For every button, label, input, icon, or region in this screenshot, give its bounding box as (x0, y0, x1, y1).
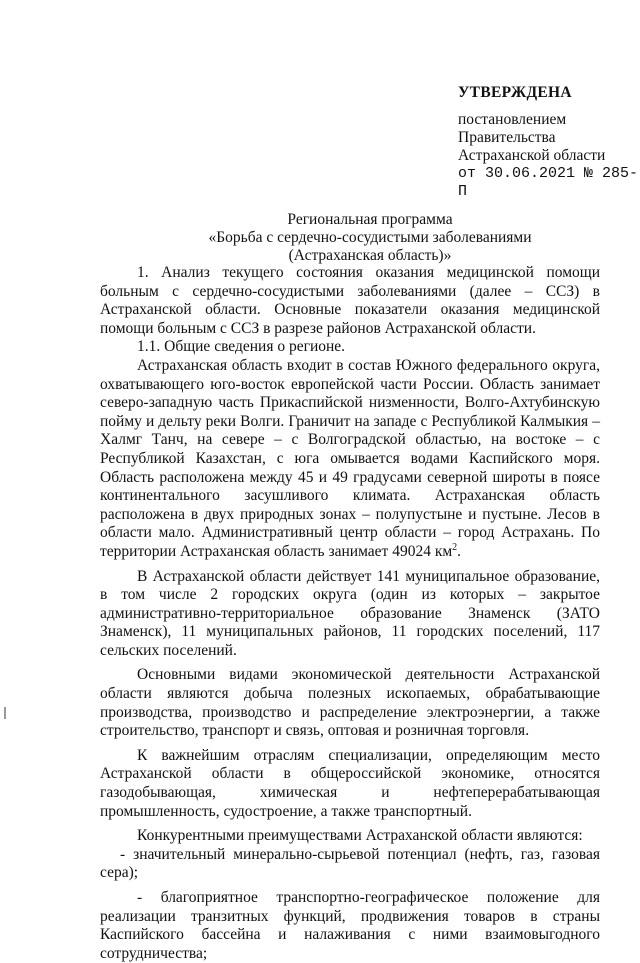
paragraph-specialization: К важнейшим отраслям специализации, определяющим место Астраханской области в общероссийской экономике, относятся газодобывающая, химическая и нефтеперерабатывающая промышленность, судостроение, а также транспортный. (100, 746, 600, 820)
list-item-minerals: - значительный минерально-сырьевой потенциал (нефть, газ, газовая сера); (100, 845, 600, 882)
region-description-text: Астраханская область входит в состав Южного федерального округа, охватывающего юго-восток европейской части России. Область занимает северо-западную часть Прикаспийской низменности, Волго-Ахтубинскую пойму и дельту реки Волги. Граничит на западе с Республикой Калмыкия – Халмг Танч, на севере – с Волгоградской областью, на востоке – с Республикой Казахстан, с юга омывается водами Каспийского моря. Область расположена между 45 и 49 градусами северной широты в поясе континентального засушливого климата. Астраханская область расположена в двух природных зонах – полупустыне и пустыне. Лесов в области мало. Административный центр области – город Астрахань. По территории Астраханская область занимает 49024 км (100, 356, 600, 560)
region-description-end: . (457, 542, 462, 560)
approval-line-1: постановлением (458, 111, 567, 128)
paragraph-advantages-intro: Конкурентными преимуществами Астраханской области являются: (137, 827, 583, 845)
paragraph-municipalities: В Астраханской области действует 141 муниципальное образование, в том числе 2 городских округа (один из которых – закрытое административно-территориальное образование Знаменск (ЗАТО Знаменск), 11 муниципальных районов, 11 городских поселений, 117 сельских поселений. (100, 567, 600, 659)
approval-heading: УТВЕРЖДЕНА (458, 84, 572, 101)
margin-scan-mark (4, 707, 6, 719)
area-unit-superscript: 2 (452, 541, 458, 553)
title-line-3: (Астраханская область)» (288, 247, 452, 264)
approval-block (458, 84, 640, 201)
approval-line-2: Правительства (458, 129, 556, 146)
approval-line-3: Астраханской области (458, 147, 606, 164)
document-title (150, 211, 590, 265)
paragraph-subsection-1-1: 1.1. Общие сведения о регионе. (137, 338, 346, 356)
approval-date-number: от 30.06.2021 № 285-П (458, 165, 639, 200)
title-line-1: Региональная программа (287, 211, 453, 228)
paragraph-region-description (100, 357, 600, 562)
paragraph-economy: Основными видами экономической деятельности Астраханской области являются добыча полезных ископаемых, обрабатывающие производства, производство и распределение электроэнергии, а также строительство, транспорт и связь, оптовая и розничная торговля. (100, 666, 600, 740)
title-line-2: «Борьба с сердечно-сосудистыми заболеваниями (208, 229, 532, 246)
list-item-transport: - благоприятное транспортно-географическое положение для реализации транзитных функций, продвижения товаров в страны Каспийского бассейна и налаживания с ними взаимовыгодного сотрудничества; (100, 889, 600, 962)
paragraph-section-1: 1. Анализ текущего состояния оказания медицинской помощи больным с сердечно-сосудистыми заболеваниями (далее – ССЗ) в Астраханской области. Основные показатели оказания медицинской помощи больным с ССЗ в разрезе районов Астраханской области. (100, 264, 600, 337)
document-body (100, 264, 600, 963)
